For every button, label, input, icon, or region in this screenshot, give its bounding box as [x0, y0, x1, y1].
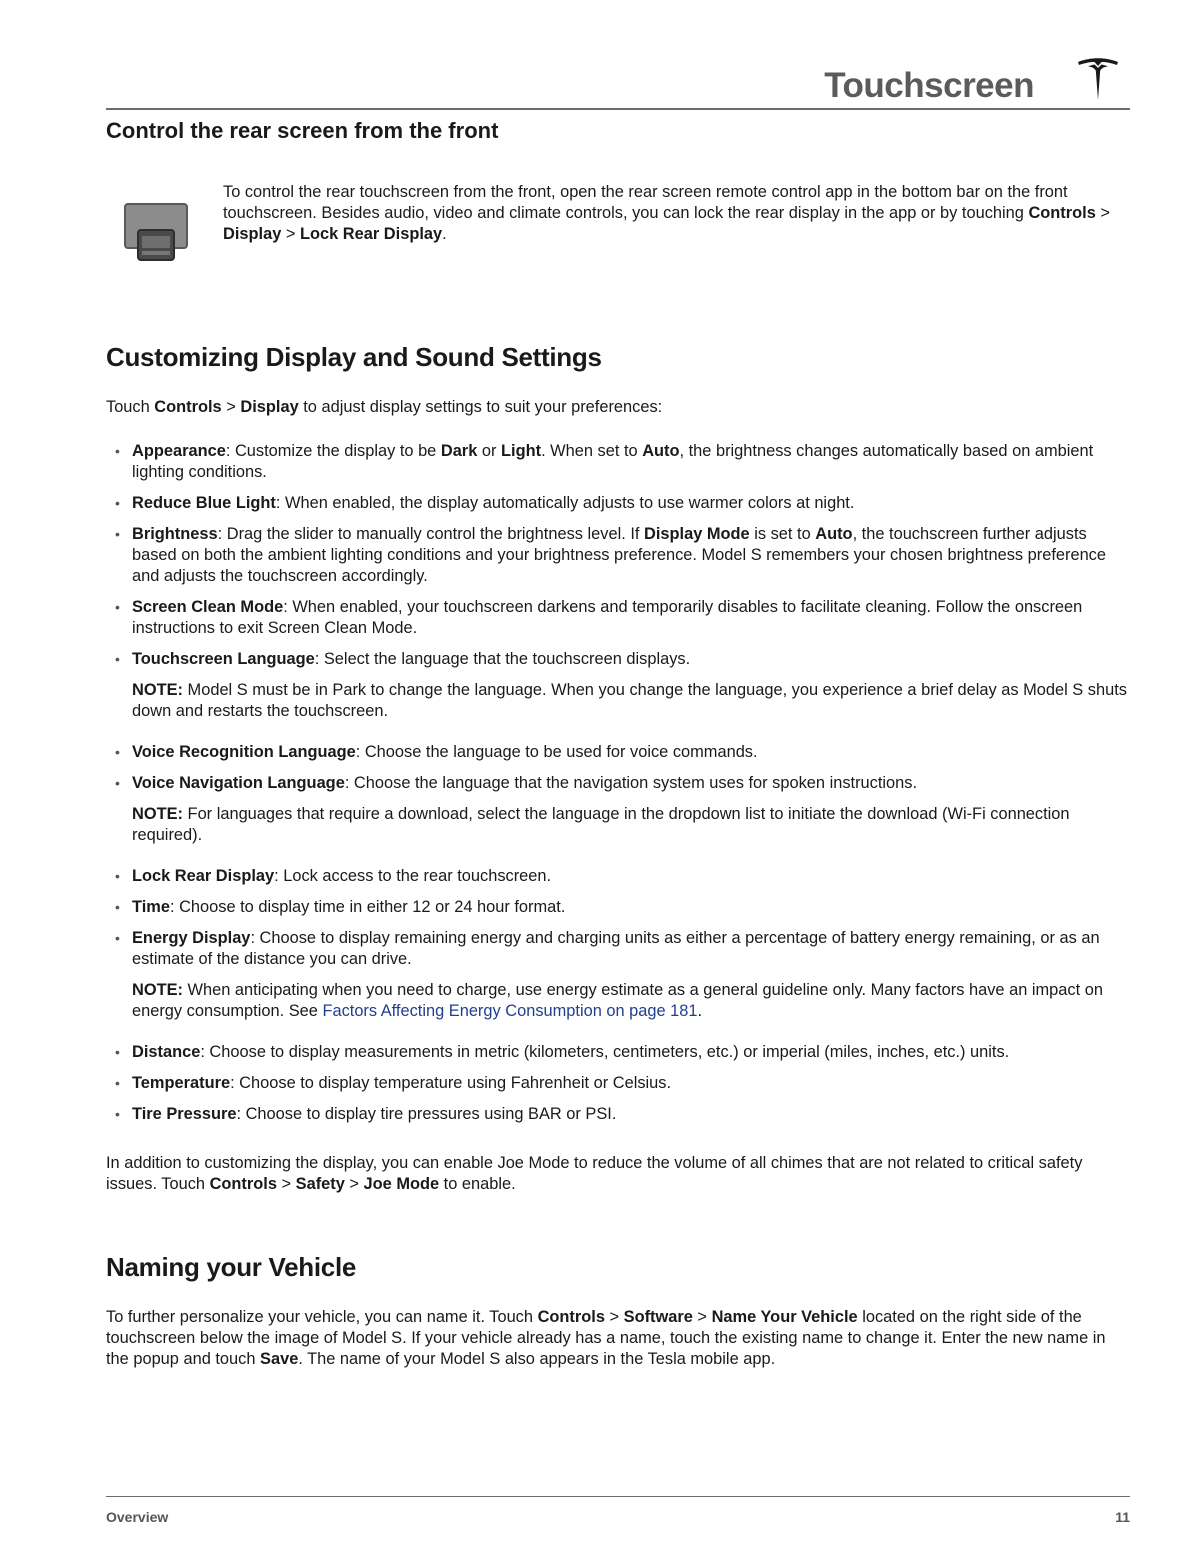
joe-mode-paragraph	[106, 1153, 1130, 1195]
list-item	[106, 649, 1130, 722]
footer-section: Overview	[106, 1509, 169, 1525]
note-text: Model S must be in Park to change the language. When you change the language, you experience a brief delay as Model S shuts down and restarts the touchscreen.	[132, 681, 1127, 720]
rear-screen-text-part: To control the rear touchscreen from the front, open the rear screen remote control app in the bottom bar on the front touchscreen. Besides audio, video and climate controls, you can lock the rear display in the app or by touching	[223, 183, 1068, 222]
lock-rear-display-label: Lock Rear Display	[300, 225, 443, 243]
rear-screen-icon	[124, 200, 188, 264]
naming-text: To further personalize your vehicle, you can name it. Touch	[106, 1308, 538, 1326]
name-your-vehicle-label: Name Your Vehicle	[711, 1308, 858, 1326]
list-item-text: : When enabled, your touchscreen darkens and temporarily disables to facilitate cleaning. Follow the onscreen instructions to exit Screen Clean Mode.	[132, 598, 1083, 637]
list-item-text: : Choose the language that the navigation system uses for spoken instructions.	[344, 774, 918, 792]
save-label: Save	[260, 1350, 299, 1368]
note	[132, 680, 1130, 722]
list-item-term: Temperature	[132, 1074, 231, 1092]
note	[132, 804, 1130, 846]
list-item-bold: Display Mode	[644, 525, 750, 543]
naming-text: located on the right side of the touchscreen below the image of Model S. If your vehicle already has a name, touch the existing name to change it. Enter the new name in the popup and touch	[106, 1308, 1106, 1368]
period: .	[697, 1002, 703, 1020]
controls-label: Controls	[1028, 204, 1096, 222]
list-item-bold: Auto	[642, 442, 680, 460]
list-item-text: : When enabled, the display automatically adjusts to use warmer colors at night.	[275, 494, 855, 512]
note-label: NOTE:	[132, 805, 183, 823]
separator: >	[692, 1308, 712, 1326]
energy-consumption-link[interactable]: Factors Affecting Energy Consumption on page 181	[322, 1002, 698, 1020]
note-label: NOTE:	[132, 981, 183, 999]
page-number: 11	[1115, 1509, 1130, 1525]
list-item-text: : Choose to display measurements in metric (kilometers, centimeters, etc.) or imperial (miles, inches, etc.) units.	[200, 1043, 1010, 1061]
list-item-text: . When set to	[541, 442, 643, 460]
display-sound-heading: Customizing Display and Sound Settings	[106, 342, 602, 372]
display-settings-list	[106, 441, 1130, 1135]
display-label: Display	[223, 225, 282, 243]
list-item	[106, 1073, 1130, 1094]
list-item	[106, 1042, 1130, 1063]
note-text: For languages that require a download, select the language in the dropdown list to initiate the download (Wi-Fi connection required).	[132, 805, 1070, 844]
list-item-term: Time	[132, 898, 170, 916]
list-item-term: Voice Navigation Language	[132, 774, 345, 792]
list-item-text: , the brightness changes automatically based on ambient lighting conditions.	[132, 442, 1094, 481]
page-footer	[106, 1496, 1130, 1525]
list-item	[106, 897, 1130, 918]
list-item-text: : Choose to display time in either 12 or 24 hour format.	[169, 898, 566, 916]
list-item-text: , the touchscreen further adjusts based on both the ambient lighting conditions and your brightness preference. Model S remembers your chosen brightness preference and adjusts the touchscreen accordingly.	[132, 525, 1106, 585]
list-item-bold: Auto	[815, 525, 853, 543]
naming-heading: Naming your Vehicle	[106, 1252, 357, 1282]
rear-screen-heading: Control the rear screen from the front	[106, 118, 499, 143]
note	[132, 980, 1130, 1022]
list-item	[106, 1104, 1130, 1125]
controls-label: Controls	[209, 1175, 277, 1193]
list-item-term: Touchscreen Language	[132, 650, 315, 668]
list-item-bold: Light	[501, 442, 542, 460]
separator: >	[281, 225, 300, 243]
list-item-text: : Choose to display temperature using Fahrenheit or Celsius.	[230, 1074, 672, 1092]
list-item	[106, 928, 1130, 1022]
list-item	[106, 597, 1130, 639]
list-item-term: Appearance	[132, 442, 226, 460]
joe-text: to enable.	[439, 1175, 516, 1193]
separator: >	[276, 1175, 296, 1193]
list-item-term: Distance	[132, 1043, 201, 1061]
display-label: Display	[240, 398, 299, 416]
list-item-term: Voice Recognition Language	[132, 743, 356, 761]
list-item-text: : Customize the display to be	[225, 442, 441, 460]
list-item-text: is set to	[749, 525, 816, 543]
list-item-term: Reduce Blue Light	[132, 494, 276, 512]
controls-label: Controls	[537, 1308, 605, 1326]
period: .	[442, 225, 447, 243]
note-label: NOTE:	[132, 681, 183, 699]
list-item	[106, 493, 1130, 514]
list-item-text: : Lock access to the rear touchscreen.	[274, 867, 552, 885]
list-item	[106, 773, 1130, 846]
intro-text: Touch	[106, 398, 155, 416]
list-item	[106, 524, 1130, 587]
note-text: When anticipating when you need to charge, use energy estimate as a general guideline only. Many factors have an impact on energy consumption. See	[132, 981, 1103, 1020]
list-item-text: or	[477, 442, 501, 460]
safety-label: Safety	[295, 1175, 345, 1193]
list-item-text: : Drag the slider to manually control the brightness level. If	[217, 525, 644, 543]
separator: >	[221, 398, 241, 416]
list-item	[106, 742, 1130, 763]
list-item-term: Lock Rear Display	[132, 867, 275, 885]
list-item-text: : Choose the language to be used for voice commands.	[355, 743, 758, 761]
naming-text: . The name of your Model S also appears in the Tesla mobile app.	[298, 1350, 776, 1368]
intro-text: to adjust display settings to suit your preferences:	[298, 398, 663, 416]
display-intro	[106, 397, 1130, 418]
list-item-bold: Dark	[440, 442, 478, 460]
separator: >	[604, 1308, 624, 1326]
joe-mode-label: Joe Mode	[363, 1175, 440, 1193]
list-item-term: Brightness	[132, 525, 218, 543]
separator: >	[1095, 204, 1110, 222]
list-item-term: Screen Clean Mode	[132, 598, 284, 616]
joe-text: In addition to customizing the display, you can enable Joe Mode to reduce the volume of all chimes that are not related to critical safety issues. Touch	[106, 1154, 1083, 1193]
list-item	[106, 866, 1130, 887]
separator: >	[344, 1175, 364, 1193]
list-item-term: Energy Display	[132, 929, 251, 947]
naming-paragraph	[106, 1307, 1130, 1370]
tesla-logo-icon	[1076, 56, 1120, 102]
list-item	[106, 441, 1130, 483]
list-item-text: : Choose to display tire pressures using BAR or PSI.	[236, 1105, 617, 1123]
list-item-text: : Choose to display remaining energy and charging units as either a percentage of battery energy remaining, or as an estimate of the distance you can drive.	[132, 929, 1100, 968]
software-label: Software	[623, 1308, 693, 1326]
controls-label: Controls	[154, 398, 222, 416]
list-item-term: Tire Pressure	[132, 1105, 237, 1123]
list-item-text: : Select the language that the touchscreen displays.	[314, 650, 691, 668]
page-header	[106, 52, 1130, 110]
rear-screen-text	[223, 182, 1128, 245]
page-header-title: Touchscreen	[824, 66, 1034, 105]
